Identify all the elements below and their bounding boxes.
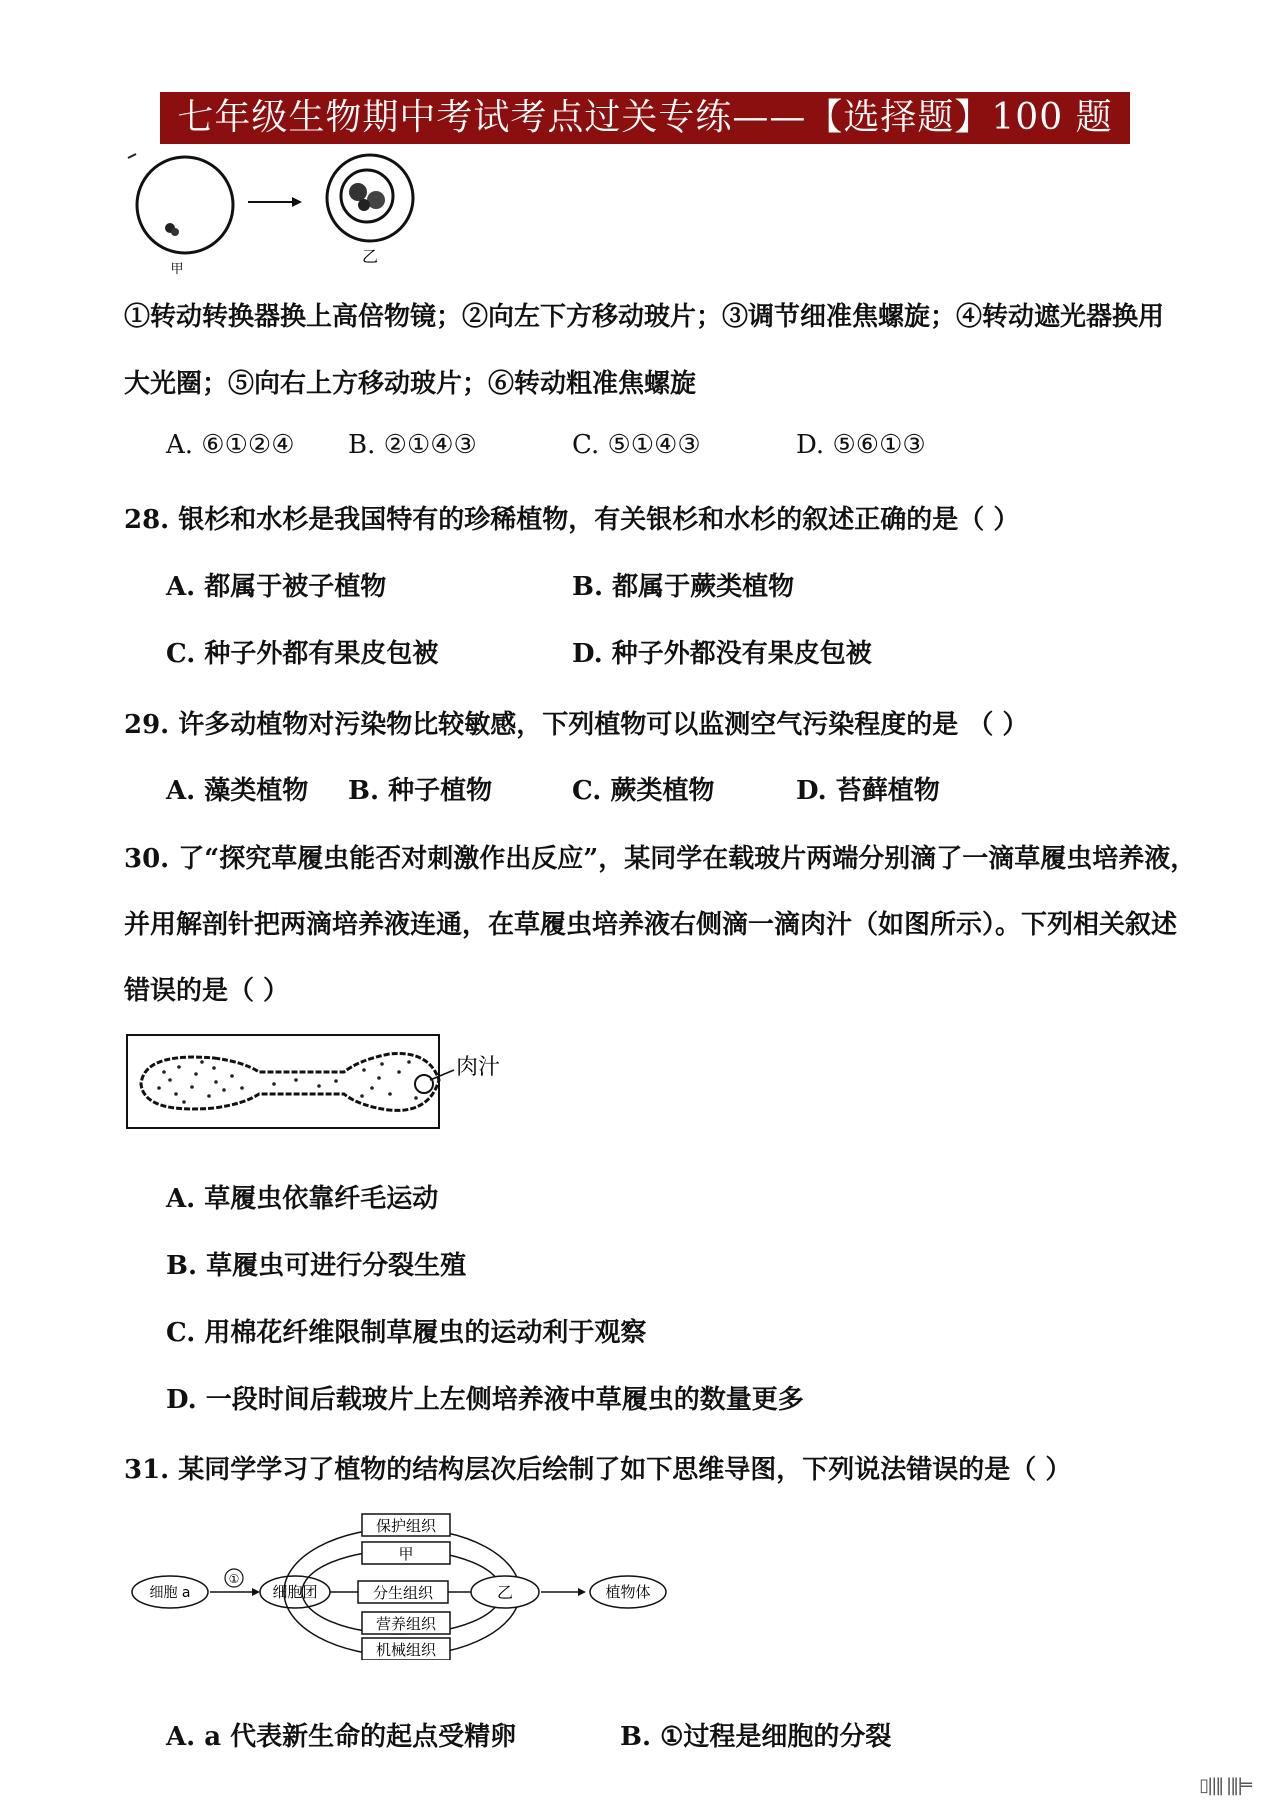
svg-text:机械组织: 机械组织 (375, 1641, 437, 1659)
q28-stem: 28. 银杉和水杉是我国特有的珍稀植物，有关银杉和水杉的叙述正确的是（ ） (124, 505, 1020, 535)
q30-option-a: A. 草履虫依靠纤毛运动 (166, 1184, 439, 1214)
meat-juice-drop (415, 1075, 433, 1093)
q30-option-c: C. 用棉花纤维限制草履虫的运动利于观察 (166, 1318, 647, 1348)
q28-option-c: C. 种子外都有果皮包被 (166, 639, 439, 669)
q30-option-d: D. 一段时间后载玻片上左侧培养液中草履虫的数量更多 (166, 1385, 804, 1415)
plant-structure-mindmap (130, 1510, 690, 1660)
q27-line1: ①转动转换器换上高倍物镜；②向左下方移动玻片；③调节细准焦螺旋；④转动遮光器换用 (124, 302, 1165, 332)
q29-option-d: D. 苔藓植物 (796, 776, 940, 806)
page-title: 七年级生物期中考试考点过关专练——【选择题】100 题 (160, 92, 1130, 144)
q31-option-a: A. a 代表新生命的起点受精卵 (166, 1722, 517, 1752)
q31-stem: 31. 某同学学习了植物的结构层次后绘制了如下思维导图，下列说法错误的是（ ） (124, 1455, 1072, 1485)
q29-option-a: A. 藻类植物 (166, 776, 309, 806)
meat-juice-label: 肉汁 (456, 1055, 501, 1080)
q27-option-c: C. ⑤①④③ (572, 430, 701, 460)
q27-line2: 大光圈；⑤向右上方移动玻片；⑥转动粗准焦螺旋 (124, 369, 697, 399)
q27-option-d: D. ⑤⑥①③ (796, 430, 926, 460)
q29-stem: 29. 许多动植物对污染物比较敏感，下列植物可以监测空气污染程度的是 （ ） (124, 710, 1029, 740)
svg-text:细胞团: 细胞团 (272, 1583, 318, 1601)
q28-option-a: A. 都属于被子植物 (166, 572, 387, 602)
svg-text:甲: 甲 (398, 1545, 414, 1563)
q30-option-b: B. 草履虫可进行分裂生殖 (166, 1251, 467, 1281)
slide-figure (124, 1032, 544, 1132)
microscope-field-figure (120, 150, 440, 275)
fig-label-yi: 乙 (361, 247, 379, 266)
glass-slide (127, 1035, 439, 1128)
q30-line1: 30. 了“探究草履虫能否对刺激作出反应”，某同学在载玻片两端分别滴了一滴草履虫培养液， (124, 844, 1197, 874)
svg-text:分生组织: 分生组织 (372, 1584, 434, 1602)
q30-line2: 并用解剖针把两滴培养液连通，在草履虫培养液右侧滴一滴肉汁（如图所示）。下列相关叙述 (124, 910, 1178, 940)
q29-option-b: B. 种子植物 (348, 776, 493, 806)
svg-text:乙: 乙 (496, 1583, 514, 1602)
field-jia-circle (137, 157, 233, 253)
q27-option-a: A. ⑥①②④ (166, 430, 295, 460)
svg-text:保护组织: 保护组织 (375, 1517, 437, 1535)
q31-option-b: B. ①过程是细胞的分裂 (620, 1722, 892, 1752)
svg-text:细胞 a: 细胞 a (149, 1585, 191, 1601)
q27-option-b: B. ②①④③ (348, 430, 477, 460)
q28-option-b: B. 都属于蕨类植物 (572, 572, 795, 602)
q30-line3: 错误的是（ ） (124, 976, 290, 1006)
q29-option-c: C. 蕨类植物 (572, 776, 715, 806)
q28-option-d: D. 种子外都没有果皮包被 (572, 639, 872, 669)
corner-bars-icon: ▯||‖ |‖|═ (1199, 1775, 1250, 1796)
fig-label-jia: 甲 (170, 262, 184, 275)
svg-text:植物体: 植物体 (605, 1583, 651, 1601)
svg-text:营养组织: 营养组织 (375, 1615, 437, 1633)
step-1-label: ① (228, 1572, 240, 1586)
